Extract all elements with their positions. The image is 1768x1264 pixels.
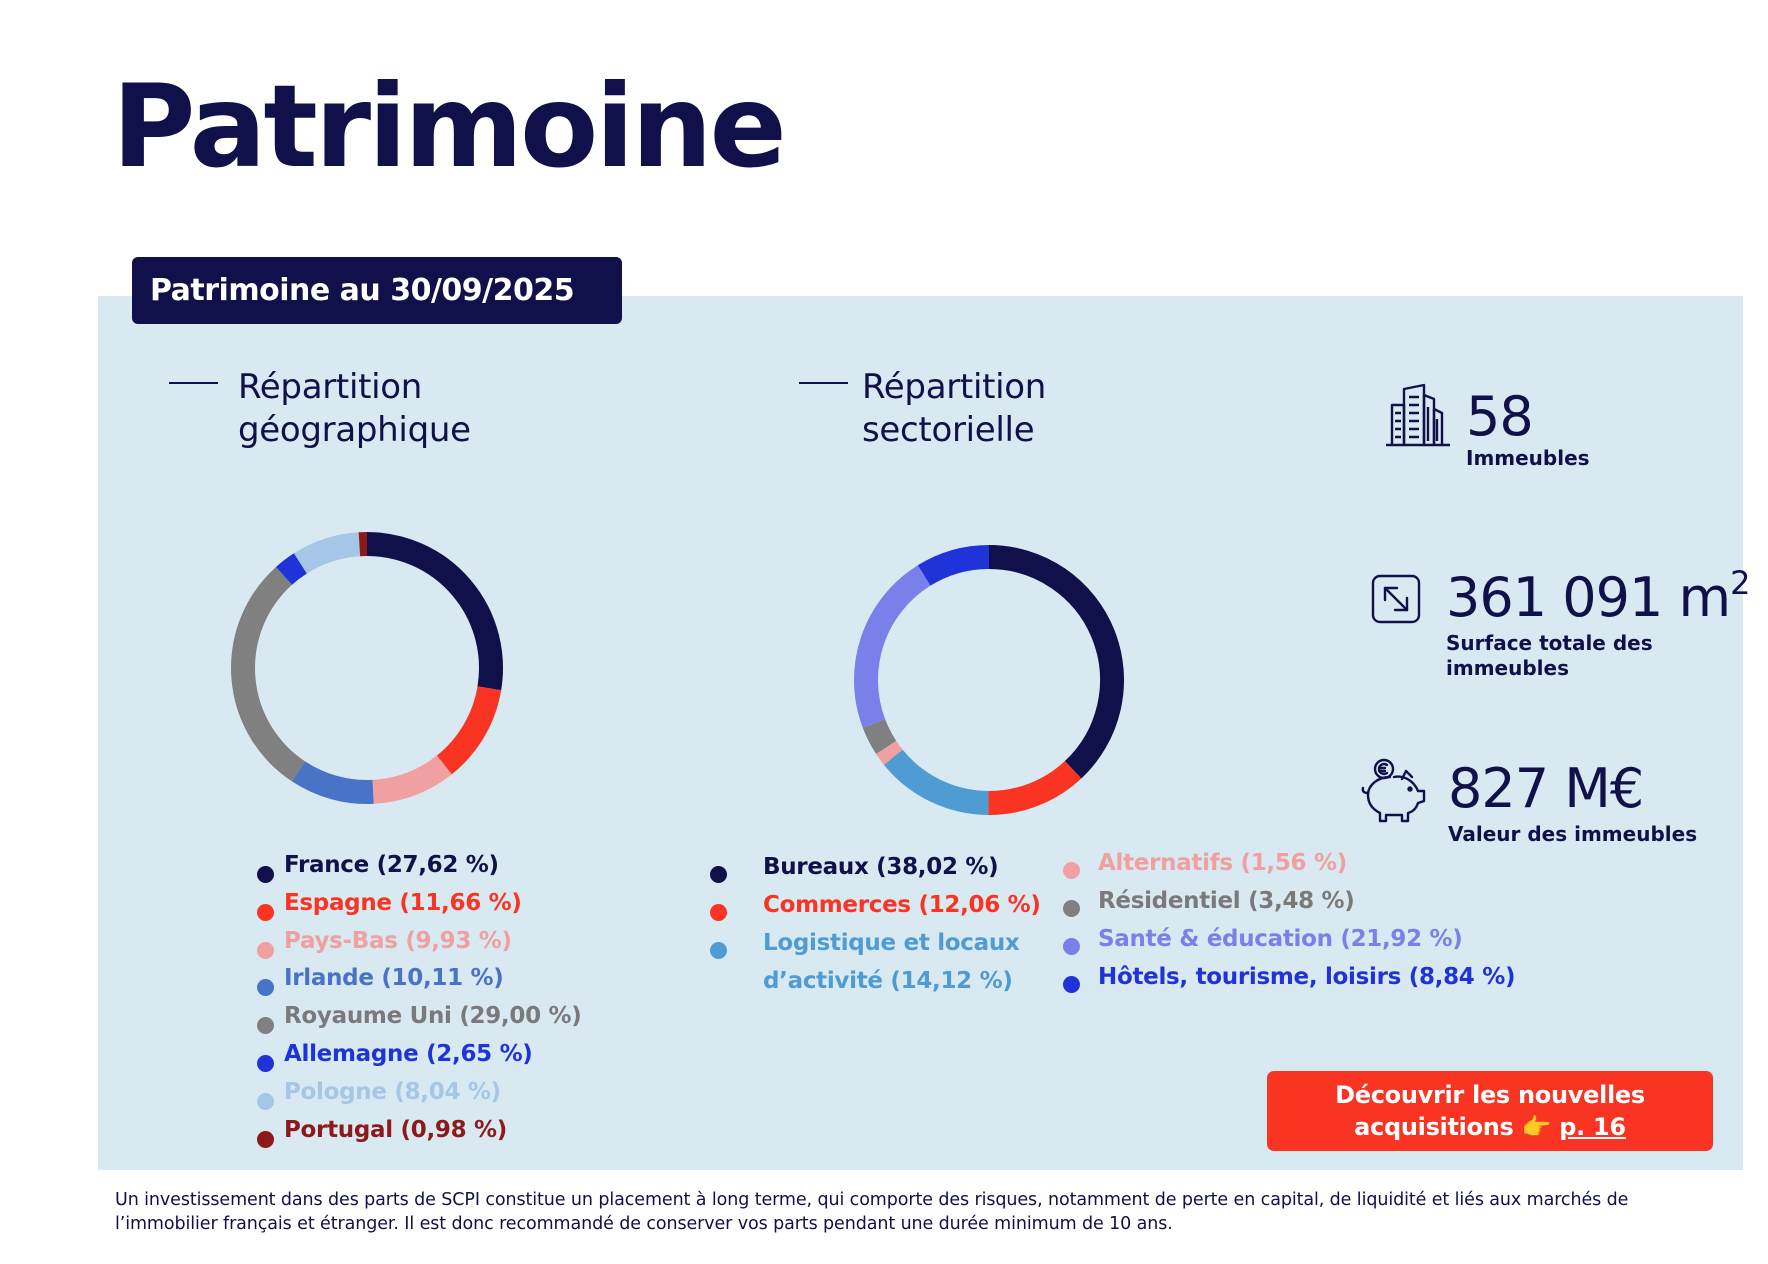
surface-label (1446, 631, 1653, 681)
geo-legend-label-3: Pays-Bas (9,93 %) (284, 927, 512, 954)
sector-slice-7 (924, 557, 989, 575)
sector-legend-dot-6 (1063, 938, 1080, 955)
surface-number: 361 091 m (1446, 566, 1731, 629)
geo-legend-label-2: Espagne (11,66 %) (284, 889, 522, 916)
geo-legend-label-8: Portugal (0,98 %) (284, 1116, 507, 1143)
surface-label-line-2: immeubles (1446, 656, 1569, 680)
geo-legend-label-7: Pologne (8,04 %) (284, 1078, 501, 1105)
sector-legend-label-6: Santé & éducation (21,92 %) (1098, 926, 1463, 952)
date-tag: Patrimoine au 30/09/2025 (132, 257, 622, 324)
cta-line-1: Découvrir les nouvelles (1335, 1081, 1645, 1109)
geo-title-line-2: géographique (238, 410, 471, 450)
buildings-value: 58 (1466, 385, 1533, 448)
surface-arrow-icon (1371, 574, 1421, 624)
sector-legend-dot-2 (710, 904, 727, 921)
sector-slice-2 (988, 770, 1073, 803)
geo-slice-5 (243, 576, 298, 771)
building-icon (1384, 383, 1452, 447)
sector-slice-6 (866, 575, 924, 723)
sector-legend-dot-7 (1063, 976, 1080, 993)
risk-disclaimer: Un investissement dans des parts de SCPI constitue un placement à long terme, qui comporte des risques, notamment de perte en capital, de liquidité et liés aux marchés de l’immobilier français et étranger. Il est donc recommandé de conserver vos parts pendant une durée minimum de 10 ans. (115, 1190, 1629, 1234)
sector-legend-dot-5 (1063, 900, 1080, 917)
sector-legend-label-5: Résidentiel (3,48 %) (1098, 888, 1355, 914)
buildings-label-line-1: Immeubles (1466, 446, 1590, 470)
sector-donut-chart (854, 545, 1124, 815)
geo-legend-dot-3 (257, 942, 274, 959)
piggy-bank-euro-icon (1360, 757, 1428, 825)
section-rule-sect (799, 382, 848, 384)
geo-legend-dot-8 (257, 1131, 274, 1148)
sector-legend-label-1: Bureaux (38,02 %) (763, 854, 999, 880)
geo-legend-label-6: Allemagne (2,65 %) (284, 1041, 533, 1067)
property-value: 827 M€ (1448, 757, 1644, 820)
sector-slice-3 (893, 757, 988, 803)
sector-legend-label-7: Hôtels, tourisme, loisirs (8,84 %) (1098, 964, 1516, 990)
property-value-label (1448, 822, 1697, 847)
geo-title-line-1: Répartition (238, 367, 423, 407)
sector-slice-4 (886, 747, 893, 757)
cta-acquisitions-text: acquisitions (1354, 1113, 1514, 1141)
geo-legend-label-5: Royaume Uni (29,00 %) (284, 1003, 582, 1030)
geo-legend-dot-6 (257, 1055, 274, 1072)
page-title: Patrimoine (112, 60, 784, 193)
buildings-label (1466, 446, 1590, 471)
geo-section-title (238, 366, 471, 452)
sector-legend-dot-3 (710, 942, 727, 959)
sector-legend-label-3-line-2: d’activité (14,12 %) (763, 968, 1013, 994)
sect-section-title (862, 366, 1046, 452)
geo-legend-dot-1 (257, 866, 274, 883)
geo-slice-7 (300, 544, 359, 563)
section-rule-geo (169, 382, 218, 384)
discover-acquisitions-button[interactable] (1267, 1071, 1713, 1151)
surface-label-line-1: Surface totale des (1446, 631, 1653, 655)
surface-unit-exponent: 2 (1730, 564, 1750, 602)
geo-donut-chart (230, 531, 504, 805)
geo-slice-2 (444, 688, 489, 765)
geo-slice-1 (367, 544, 491, 688)
pointing-hand-icon: 👉 (1521, 1113, 1552, 1141)
sector-legend-label-3-line-1: Logistique et locaux (763, 930, 1020, 956)
geo-slice-4 (298, 771, 373, 792)
sector-slice-1 (989, 557, 1112, 770)
sector-slice-5 (874, 724, 886, 748)
sector-legend-dot-4 (1063, 862, 1080, 879)
sector-legend-label-4: Alternatifs (1,56 %) (1098, 850, 1347, 876)
sect-title-line-2: sectorielle (862, 410, 1035, 450)
surface-value (1446, 564, 1750, 629)
page-16-link[interactable]: p. 16 (1559, 1113, 1626, 1141)
geo-legend-label-4: Irlande (10,11 %) (284, 965, 504, 992)
geo-slice-3 (373, 765, 444, 792)
sector-legend-dot-1 (710, 866, 727, 883)
geo-legend-dot-7 (257, 1093, 274, 1110)
property-value-label-line-1: Valeur des immeubles (1448, 822, 1698, 846)
cta-line-2 (1267, 1111, 1713, 1143)
geo-slice-6 (284, 563, 300, 575)
sect-title-line-1: Répartition (862, 367, 1047, 407)
geo-legend-dot-2 (257, 904, 274, 921)
geo-legend-label-1: France (27,62 %) (284, 852, 499, 878)
sector-legend-label-2: Commerces (12,06 %) (763, 892, 1041, 918)
